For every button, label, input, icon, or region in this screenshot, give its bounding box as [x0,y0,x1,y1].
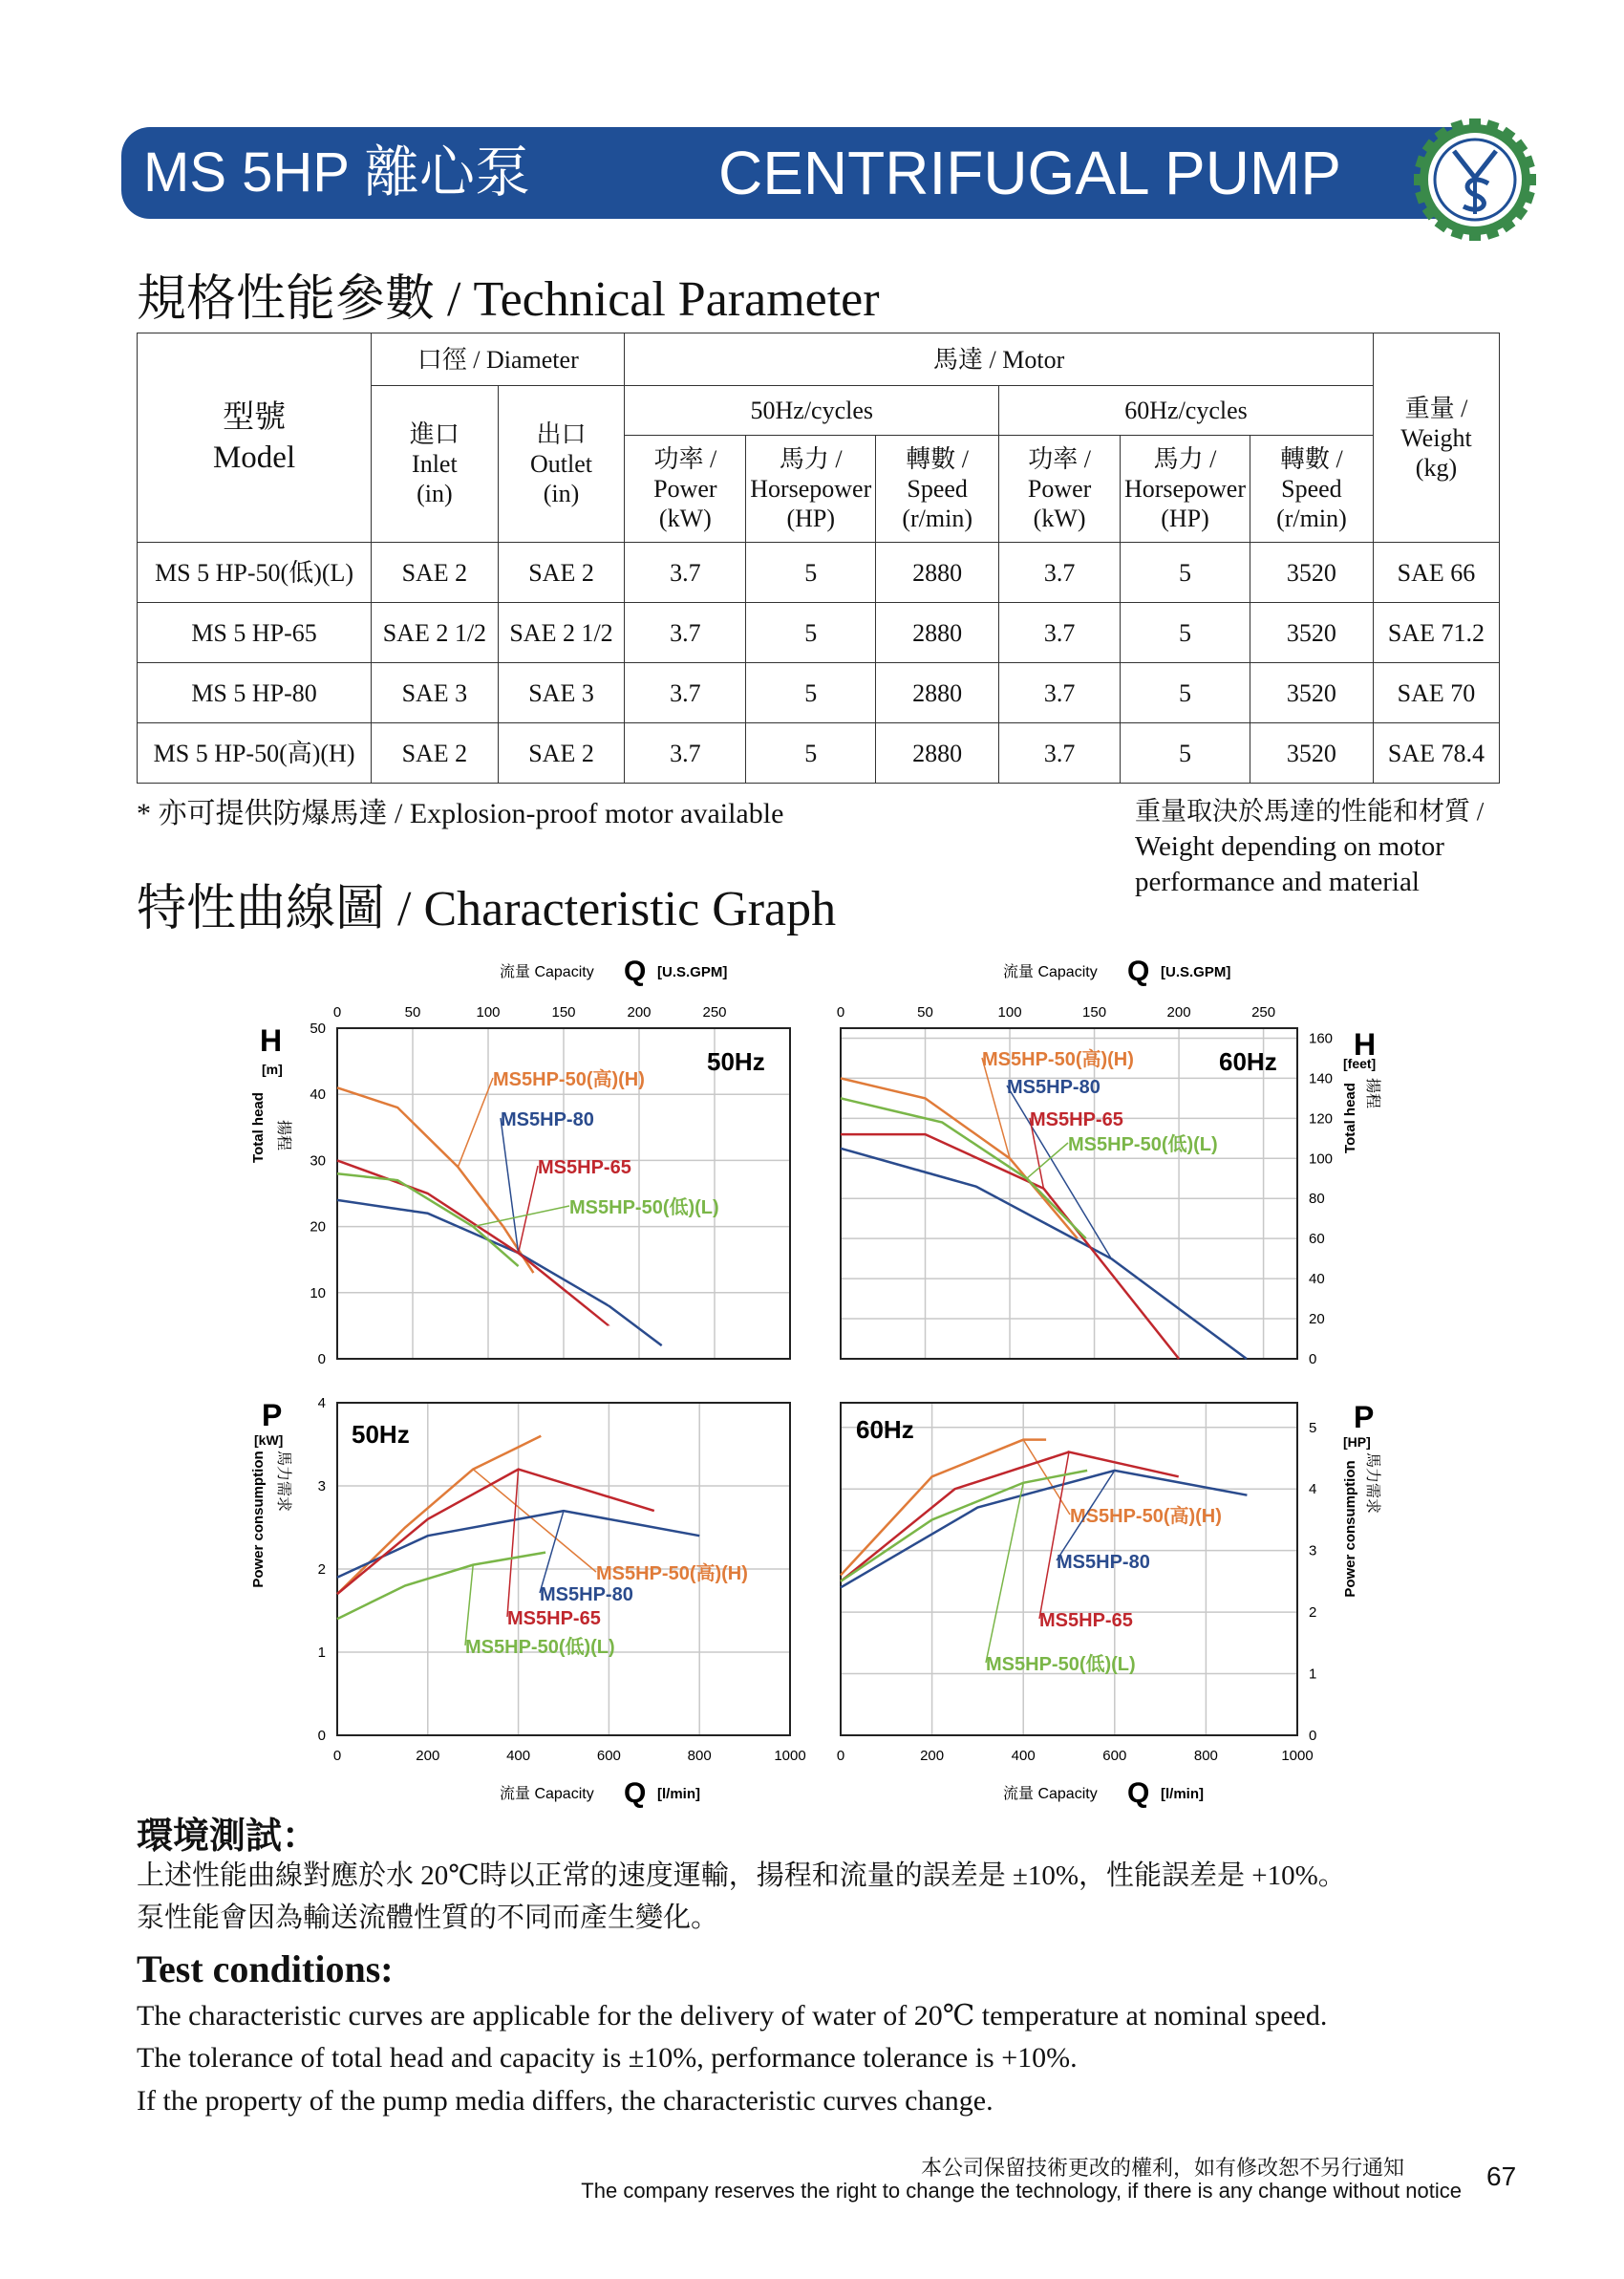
power-cn-right: 馬力需求 [1364,1452,1380,1515]
env-line2: 泵性能會因為輸送流體性質的不同而產生變化。 [137,1903,719,1933]
y-tick-label: 10 [310,1284,326,1301]
unit-feet: [feet] [1343,1056,1377,1071]
y-tick-label: 50 [310,1021,326,1037]
y-tick-label: 20 [310,1218,326,1236]
y-tick-label: 0 [1309,1728,1317,1744]
footer-en: The company reserves the right to change the technology, if there is any change without notice [581,2179,1462,2203]
y-tick-label: 3 [317,1478,326,1494]
series-label: MS5HP-50(低)(L) [986,1654,1136,1675]
series-label: MS5HP-80 [1007,1077,1100,1098]
technical-heading: 規格性能參數 / Technical Parameter [137,272,880,327]
x-tick-label: 1000 [774,1748,806,1764]
series-label: MS5HP-65 [538,1157,631,1178]
title-right: CENTRIFUGAL PUMP [718,139,1341,207]
x-tick-label: 50 [404,1004,421,1021]
y-tick-label: 40 [310,1086,326,1104]
capacity-label: 流量 Capacity [500,964,594,980]
x-tick-label: 600 [1102,1748,1127,1764]
diameter-header: 口徑 / Diameter [372,333,625,386]
y-tick-label: 1 [1309,1666,1317,1683]
inlet-header: 進口 Inlet (in) [372,386,499,543]
unit-hp: [HP] [1343,1434,1371,1450]
h-symbol: H [260,1023,283,1058]
hz60-header: 60Hz/cycles [999,386,1374,436]
x-tick-label: 150 [551,1004,576,1021]
series-label: MS5HP-50(低)(L) [465,1637,615,1658]
y-tick-label: 5 [1309,1419,1317,1436]
q-symbol: Q [624,1777,647,1809]
weight-note-en2: performance and material [1135,867,1420,897]
x-tick-label: 0 [332,1004,342,1021]
x-tick-label: 100 [476,1004,501,1021]
x-tick-label: 250 [1251,1004,1276,1021]
x-tick-label: 150 [1082,1004,1107,1021]
table-row: MS 5 HP-80 SAE 3 SAE 3 3.7 5 2880 3.7 5 3520 SAE 70 [138,663,1500,723]
x-tick-label: 400 [506,1748,531,1764]
y-tick-label: 3 [1309,1542,1317,1559]
series-label: MS5HP-65 [507,1608,601,1629]
unit-gpm: [U.S.GPM] [1161,964,1231,980]
env-heading: 環境測試： [137,1817,319,1857]
power-cn-left: 馬力需求 [275,1451,291,1513]
unit-lmin: [l/min] [1161,1786,1204,1802]
hz50-header: 50Hz/cycles [625,386,999,436]
p-symbol: P [262,1398,283,1432]
series-label: MS5HP-65 [1030,1109,1123,1130]
outlet-header: 出口 Outlet (in) [498,386,625,543]
y-tick-label: 30 [310,1152,326,1170]
footer-cn: 本公司保留技術更改的權利，如有修改恕不另行通知 [920,2156,1404,2180]
hz-label: 60Hz [1219,1047,1277,1076]
capacity-label: 流量 Capacity [1003,1786,1098,1802]
graph-heading: 特性曲線圖 / Characteristic Graph [137,882,837,936]
hp-header-50: 馬力 / Horsepower (HP) [746,436,876,543]
test-heading: Test conditions: [137,1947,394,1990]
gear-ys-logo-icon [1412,117,1538,243]
x-tick-label: 200 [627,1004,652,1021]
y-tick-label: 0 [317,1351,326,1367]
hp-header-60: 馬力 / Horsepower (HP) [1121,436,1250,543]
head-cn-left: 揚程 [275,1120,291,1151]
x-tick-label: 800 [687,1748,712,1764]
series-label: MS5HP-50(高)(H) [596,1563,748,1584]
unit-lmin: [l/min] [657,1786,700,1802]
x-tick-label: 0 [836,1748,845,1764]
head-cn-right: 揚程 [1364,1078,1380,1109]
weight-note-cn: 重量取決於馬達的性能和材質 / [1135,797,1485,826]
test-line3: If the property of the pump media differs, the characteristic curves change. [137,2085,994,2117]
p-symbol: P [1354,1400,1375,1434]
x-tick-label: 250 [702,1004,727,1021]
series-label: MS5HP-80 [501,1109,594,1130]
y-tick-label: 0 [1309,1351,1317,1367]
hz-label: 60Hz [856,1415,914,1444]
capacity-label: 流量 Capacity [1003,964,1098,980]
title-left: MS 5HP 離心泵 [143,141,531,204]
model-header: 型號 Model [138,333,372,543]
y-tick-label: 60 [1309,1231,1325,1248]
x-tick-label: 1000 [1281,1748,1314,1764]
x-tick-label: 200 [416,1748,440,1764]
spec-table [137,333,1500,784]
y-tick-label: 0 [317,1728,326,1744]
power-consumption-left: Power consumption [250,1451,267,1588]
y-tick-label: 40 [1309,1271,1325,1288]
y-tick-label: 1 [317,1645,326,1661]
table-row: MS 5 HP-65 SAE 2 1/2 SAE 2 1/2 3.7 5 2880 3.7 5 3520 SAE 71.2 [138,603,1500,663]
series-label: MS5HP-50(高)(H) [1070,1506,1222,1527]
test-line1: The characteristic curves are applicable for the delivery of water of 20℃ temperature at nominal speed. [137,2000,1328,2032]
table-row: MS 5 HP-50(低)(L) SAE 2 SAE 2 3.7 5 2880 3.7 5 3520 SAE 66 [138,543,1500,603]
y-tick-label: 4 [1309,1481,1317,1498]
x-tick-label: 100 [997,1004,1022,1021]
x-tick-label: 800 [1193,1748,1218,1764]
speed-header-50: 轉數 / Speed (r/min) [876,436,999,543]
y-tick-label: 140 [1309,1070,1334,1087]
characteristic-graph [239,952,1404,1821]
x-tick-label: 200 [1166,1004,1191,1021]
capacity-label: 流量 Capacity [500,1786,594,1802]
h-symbol: H [1354,1027,1377,1062]
unit-m: [m] [262,1062,283,1077]
weight-header: 重量 / Weight (kg) [1373,333,1499,543]
y-tick-label: 160 [1309,1030,1334,1047]
y-tick-label: 20 [1309,1311,1325,1328]
total-head-right: Total head [1342,1083,1358,1153]
x-tick-label: 0 [332,1748,342,1764]
y-tick-label: 80 [1309,1191,1325,1208]
series-label: MS5HP-65 [1039,1610,1133,1631]
series-label: MS5HP-50(低)(L) [569,1197,719,1218]
motor-header: 馬達 / Motor [625,333,1374,386]
q-symbol: Q [1127,1777,1150,1809]
power-header-50: 功率 / Power (kW) [625,436,746,543]
hz-label: 50Hz [352,1420,410,1449]
total-head-left: Total head [250,1092,267,1163]
series-label: MS5HP-50(低)(L) [1068,1134,1218,1155]
y-tick-label: 120 [1309,1110,1334,1128]
x-tick-label: 0 [836,1004,845,1021]
q-symbol: Q [1127,956,1150,987]
power-header-60: 功率 / Power (kW) [999,436,1121,543]
x-tick-label: 50 [917,1004,933,1021]
weight-note-en1: Weight depending on motor [1135,831,1444,862]
y-tick-label: 4 [317,1395,326,1411]
x-tick-label: 200 [920,1748,945,1764]
series-label: MS5HP-80 [540,1584,633,1605]
x-tick-label: 600 [596,1748,621,1764]
table-row: MS 5 HP-50(高)(H) SAE 2 SAE 2 3.7 5 2880 3.7 5 3520 SAE 78.4 [138,723,1500,784]
q-symbol: Q [624,956,647,987]
speed-header-60: 轉數 / Speed (r/min) [1250,436,1373,543]
y-tick-label: 2 [317,1561,326,1578]
y-tick-label: 100 [1309,1150,1334,1168]
env-line1: 上述性能曲線對應於水 20℃時以正常的速度運輸，揚程和流量的誤差是 ±10%，性能誤差是 +10%。 [137,1860,1346,1891]
y-tick-label: 2 [1309,1604,1317,1622]
x-tick-label: 400 [1011,1748,1036,1764]
power-consumption-right: Power consumption [1342,1460,1358,1598]
unit-kw: [kW] [254,1432,284,1448]
explosion-note: * 亦可提供防爆馬達 / Explosion-proof motor available [137,798,784,829]
series-label: MS5HP-80 [1057,1552,1150,1573]
test-line2: The tolerance of total head and capacity is ±10%, performance tolerance is +10%. [137,2042,1078,2074]
series-label: MS5HP-50(高)(H) [493,1069,645,1090]
unit-gpm: [U.S.GPM] [657,964,728,980]
series-label: MS5HP-50(高)(H) [982,1049,1134,1070]
hz-label: 50Hz [707,1047,765,1076]
page-number: 67 [1486,2161,1517,2191]
